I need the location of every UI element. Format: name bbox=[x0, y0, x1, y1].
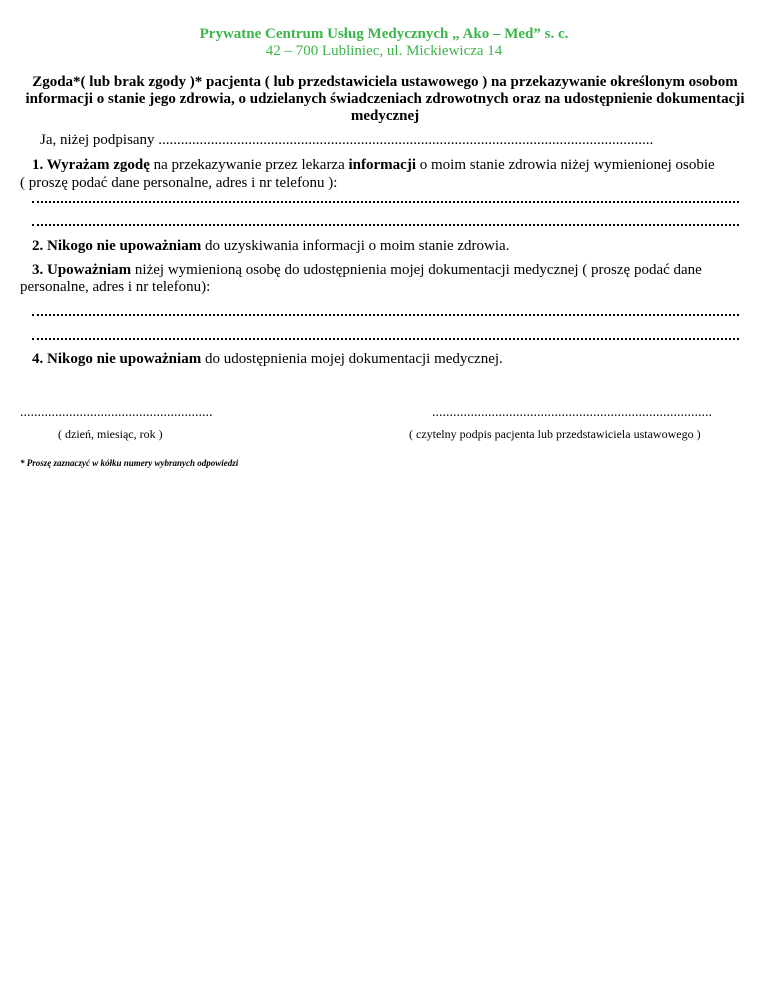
clinic-address: 42 – 700 Lubliniec, ul. Mickiewicza 14 bbox=[265, 43, 503, 59]
item-4 bbox=[32, 351, 752, 368]
signature-dots: ................................................................................ bbox=[432, 405, 712, 420]
consent-title: Zgoda*( lub brak zgody )* pacjenta ( lub przedstawiciela ustawowego ) na przekazywanie określonym osobom informacji o stanie jego zdrowia, o udzielanych świadczeniach zdrowotnych oraz na udostępnienie dokumentacji medycznej bbox=[25, 74, 745, 124]
item-1-text-a: na przekazywanie przez lekarza bbox=[149, 157, 349, 173]
item-1-instruction: ( proszę podać dane personalne, adres i nr telefonu ): bbox=[20, 175, 338, 191]
item-3-text-a: niżej wymienioną osobę do udostępnienia mojej dokumentacji medycznej ( proszę podać dane bbox=[131, 262, 702, 278]
footnote: * Proszę zaznaczyć w kółku numery wybranych odpowiedzi bbox=[20, 458, 239, 468]
item-1-bold-2: informacji bbox=[348, 157, 416, 173]
item-4-bold: 4. Nikogo nie upoważniam bbox=[32, 351, 202, 367]
item-1-text-b: o moim stanie zdrowia niżej wymienionej osobie bbox=[416, 157, 715, 173]
item-3-bold: 3. Upoważniam bbox=[32, 262, 132, 278]
signatory-line: Ja, niżej podpisany .................................................................................................................................... bbox=[40, 132, 654, 148]
fill-line-2 bbox=[32, 222, 739, 226]
item-1-bold: 1. Wyrażam zgodę bbox=[32, 157, 150, 173]
date-label: ( dzień, miesiąc, rok ) bbox=[58, 427, 163, 441]
fill-line-1 bbox=[32, 199, 739, 203]
item-3 bbox=[32, 262, 752, 279]
signature-label: ( czytelny podpis pacjenta lub przedstawiciela ustawowego ) bbox=[409, 427, 701, 441]
item-1 bbox=[32, 157, 752, 174]
item-4-text: do udostępnienia mojej dokumentacji medycznej. bbox=[201, 351, 503, 367]
item-2-text: do uzyskiwania informacji o moim stanie zdrowia. bbox=[201, 238, 510, 254]
date-dots: ....................................................... bbox=[20, 405, 213, 420]
fill-line-4 bbox=[32, 336, 739, 340]
item-2-bold: 2. Nikogo nie upoważniam bbox=[32, 238, 202, 254]
item-2 bbox=[32, 238, 752, 255]
fill-line-3 bbox=[32, 312, 739, 316]
clinic-name: Prywatne Centrum Usług Medycznych „ Ako – Med” s. c. bbox=[199, 26, 569, 42]
item-3-instruction: personalne, adres i nr telefonu): bbox=[20, 279, 211, 295]
